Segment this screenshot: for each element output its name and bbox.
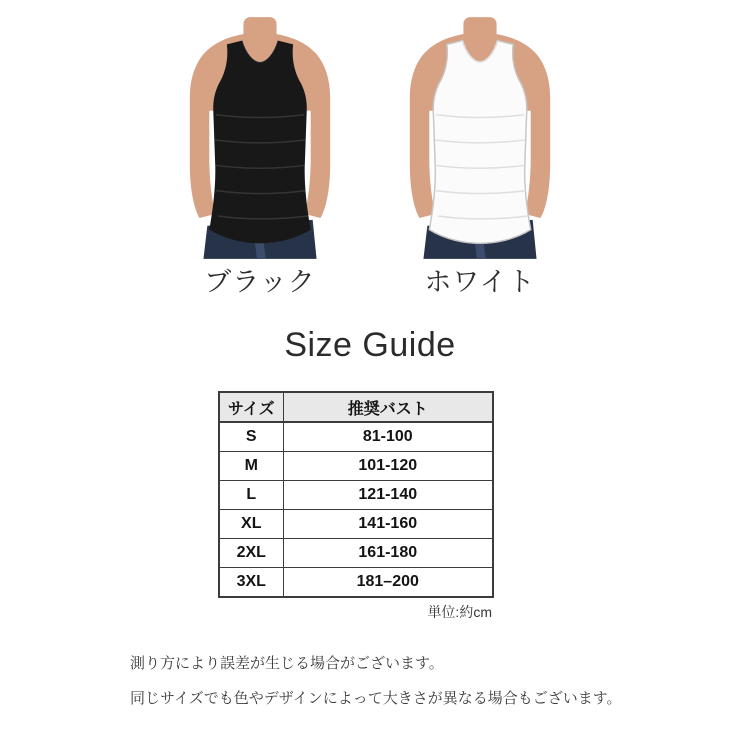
- tank-top-photo-black: [182, 14, 338, 262]
- size-guide-title: Size Guide: [284, 326, 456, 364]
- size-guide-table-wrap: [218, 391, 492, 622]
- variant-label-white: ホワイト: [424, 267, 536, 297]
- table-row: [219, 539, 493, 568]
- bust-range-cell: 161-180: [283, 539, 493, 568]
- bust-range-cell: 81-100: [283, 422, 493, 452]
- size-cell: 2XL: [219, 539, 283, 568]
- size-table-body: [219, 422, 493, 597]
- variant-black: [174, 14, 346, 300]
- disclaimer-notes: [130, 654, 740, 709]
- disclaimer-line-1: 測り方により誤差が生じる場合がございます。: [130, 655, 444, 672]
- table-header-row: [219, 392, 493, 422]
- disclaimer-line-2: 同じサイズでも色やデザインによって大きさが異なる場合もございます。: [130, 690, 622, 707]
- size-cell: L: [219, 481, 283, 510]
- size-cell: S: [219, 422, 283, 452]
- bust-range-cell: 101-120: [283, 452, 493, 481]
- table-row: [219, 568, 493, 598]
- product-photos-row: [0, 0, 740, 300]
- table-row: [219, 510, 493, 539]
- size-cell: 3XL: [219, 568, 283, 598]
- bust-range-cell: 141-160: [283, 510, 493, 539]
- size-guide-table: [218, 391, 494, 598]
- variant-white: [394, 14, 566, 300]
- tank-top-photo-white: [402, 14, 558, 262]
- tank-top: [429, 41, 530, 244]
- bust-range-cell: 181–200: [283, 568, 493, 598]
- size-cell: XL: [219, 510, 283, 539]
- bust-range-cell: 121-140: [283, 481, 493, 510]
- table-row: [219, 452, 493, 481]
- variant-label-black: ブラック: [204, 267, 316, 297]
- bust-column-header: 推奨バスト: [283, 392, 493, 422]
- size-column-header: サイズ: [219, 392, 283, 422]
- table-row: [219, 422, 493, 452]
- unit-note: 単位:約cm: [427, 604, 492, 620]
- table-row: [219, 481, 493, 510]
- size-cell: M: [219, 452, 283, 481]
